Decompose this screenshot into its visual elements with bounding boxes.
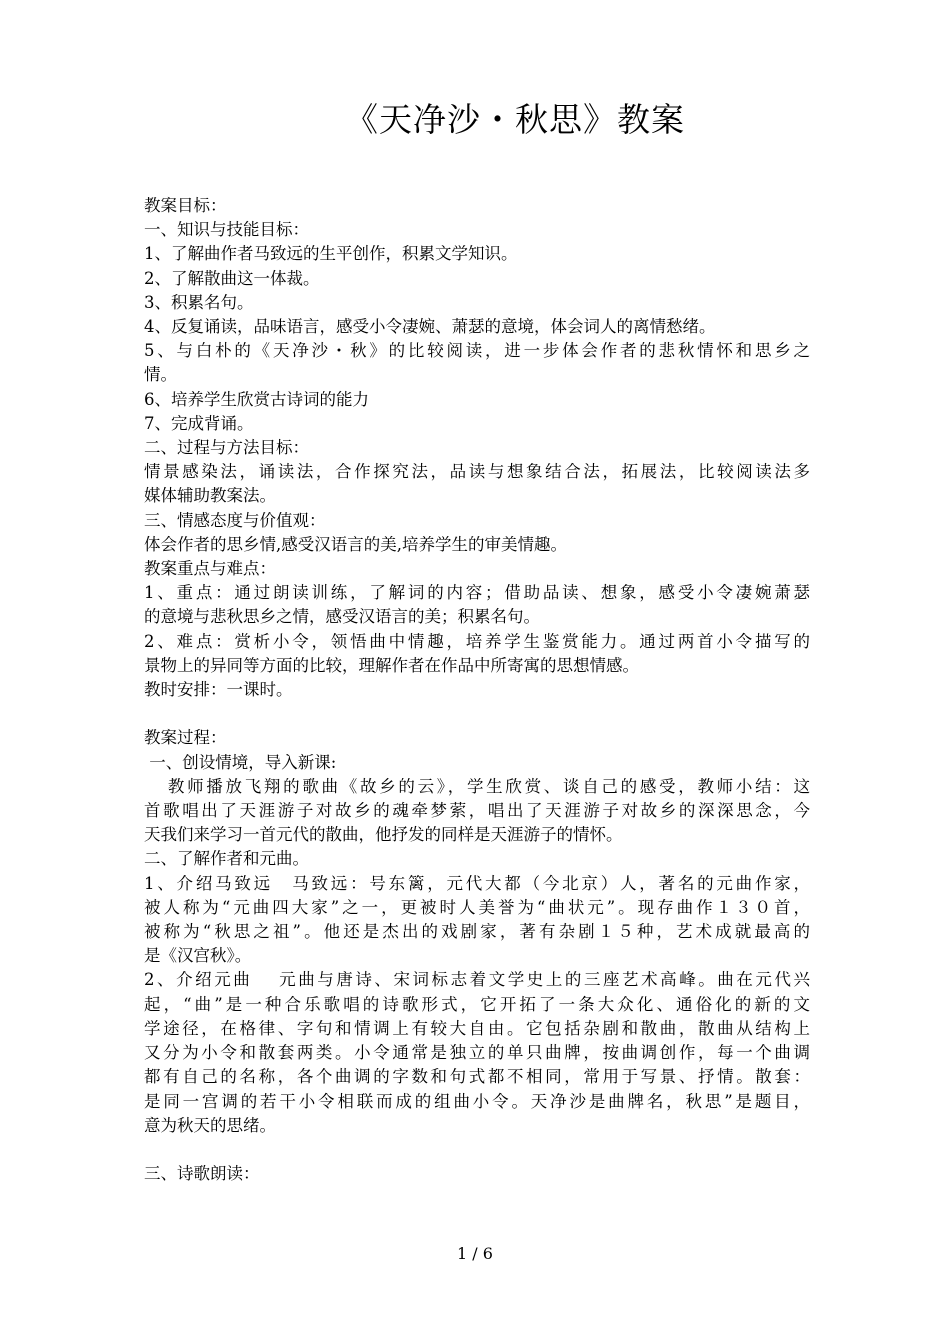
text-line: 情。: [144, 365, 177, 385]
text-line: 1、重点：通过朗读训练，了解词的内容；借助品读、想象，感受小令凄婉萧瑟: [144, 583, 810, 603]
text-line: 2、介绍元曲 元曲与唐诗、宋词标志着文学史上的三座艺术高峰。曲在元代兴: [144, 970, 810, 990]
text-line: 三、情感态度与价值观：: [144, 510, 326, 530]
text-line: 是《汉宫秋》。: [144, 946, 252, 966]
text-line: 1、了解曲作者马致远的生平创作，积累文学知识。: [144, 244, 518, 264]
text-line: 二、了解作者和元曲。: [144, 849, 309, 869]
text-line: 是同一宫调的若干小令相联而成的组曲小令。天净沙是曲牌名，秋思”是题目，: [144, 1091, 810, 1111]
text-line: 体会作者的思乡情,感受汉语言的美,培养学生的审美情趣。: [144, 534, 567, 554]
blank-line: [144, 1138, 810, 1162]
text-line: 6、培养学生欣赏古诗词的能力: [144, 389, 369, 409]
text-line: 一、创设情境，导入新课:: [144, 752, 337, 772]
text-line: 1、介绍马致远 马致远：号东篱，元代大都（今北京）人，著名的元曲作家，: [144, 873, 810, 893]
text-line: 被称为“秋思之祖”。他还是杰出的戏剧家，著有杂剧１５种，艺术成就最高的: [144, 922, 810, 942]
text-line: 被人称为“元曲四大家”之一，更被时人美誉为“曲状元”。现存曲作１３０首，: [144, 897, 810, 917]
text-line: 2、难点：赏析小令，领悟曲中情趣，培养学生鉴赏能力。通过两首小令描写的: [144, 631, 810, 651]
text-line: 一、知识与技能目标：: [144, 220, 309, 240]
text-line: 4、反复诵读，品味语言，感受小令凄婉、萧瑟的意境，体会词人的离情愁绪。: [144, 317, 716, 337]
text-line: 7、完成背诵。: [144, 413, 254, 433]
text-line: 教时安排：一课时。: [144, 680, 293, 700]
page-number: 1 / 6: [457, 1244, 493, 1263]
text-line: 媒体辅助教案法。: [144, 486, 276, 506]
text-line: 二、过程与方法目标：: [144, 438, 309, 458]
text-line: 又分为小令和散套两类。小令通常是独立的单只曲牌，按曲调创作，每一个曲调: [144, 1043, 810, 1063]
document-title: 《天净沙・秋思》教案: [345, 100, 685, 139]
text-line: 景物上的异同等方面的比较，理解作者在作品中所寄寓的思想情感。: [144, 655, 639, 675]
text-line: 5、与白朴的《天净沙・秋》的比较阅读，进一步体会作者的悲秋情怀和思乡之: [144, 341, 810, 361]
text-line: 教案目标：: [144, 196, 227, 215]
text-line: 天我们来学习一首元代的散曲，他抒发的同样是天涯游子的情怀。: [144, 825, 623, 845]
text-line: 都有自己的名称，各个曲调的字数和句式都不相同，常用于写景、抒情。散套：: [144, 1067, 810, 1087]
text-line: 情景感染法，诵读法，合作探究法，品读与想象结合法，拓展法，比较阅读法多: [144, 462, 810, 482]
text-line: 教案过程：: [144, 728, 227, 748]
text-line: 2、了解散曲这一体裁。: [144, 268, 320, 288]
text-line: 的意境与悲秋思乡之情，感受汉语言的美；积累名句。: [144, 607, 540, 627]
document-body: [144, 194, 810, 1186]
text-line: 三、诗歌朗读：: [144, 1164, 260, 1184]
text-line: 学途径，在格律、字句和情调上有较大自由。它包括杂剧和散曲，散曲从结构上: [144, 1018, 810, 1038]
blank-line: [144, 702, 810, 726]
text-line: 3、积累名句。: [144, 292, 254, 312]
text-line: 意为秋天的思绪。: [144, 1115, 276, 1135]
text-line: 教师播放飞翔的歌曲《故乡的云》，学生欣赏、谈自己的感受，教师小结：这: [144, 776, 810, 796]
text-line: 首歌唱出了天涯游子对故乡的魂牵梦萦，唱出了天涯游子对故乡的深深思念，今: [144, 801, 810, 821]
text-line: 教案重点与难点：: [144, 559, 276, 579]
text-line: 起，“曲”是一种合乐歌唱的诗歌形式，它开拓了一条大众化、通俗化的新的文: [144, 994, 810, 1014]
